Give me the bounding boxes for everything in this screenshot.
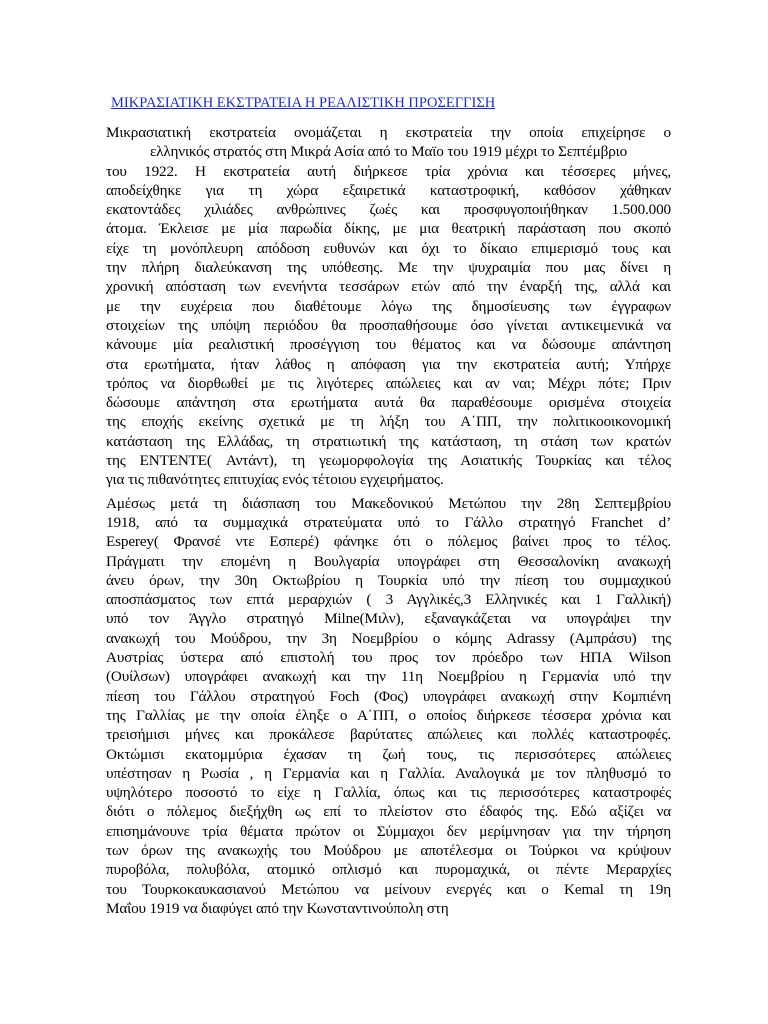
text-line: με την ευχέρεια που διαθέτουμε λόγω της δημοσίευσης των έγγραφων [106, 297, 671, 315]
text-line: της Γαλλίας με την οποία έληξε ο Α΄ΠΠ, ο οποίος διήρκεσε τέσσερα χρόνια και [106, 706, 671, 724]
text-line: για τις πιθανότητες επιτυχίας ενός τέτοιου εγχειρήματος. [106, 471, 444, 489]
text-line: τρόπος να διορθωθεί με τις λιγότερες απώλειες και αν ναι; Μέχρι πότε; Πριν [106, 374, 671, 392]
text-line: του Τουρκοκαυκασιανού Μετώπου να μείνουν ενεργές και ο Kemal τη 19η [106, 880, 671, 898]
text-line: της εποχής εκείνης σχετικά με τη λήξη του Α΄ΠΠ, την πολιτικοοικονομική [106, 413, 671, 431]
text-line: Αμέσως μετά τη διάσπαση του Μακεδονικού Μετώπου την 28η Σεπτεμβρίου [106, 494, 671, 512]
text-line: την πλήρη διαλεύκανση της υπόθεσης. Με την ψυχραιμία που μας δίνει η [106, 259, 671, 277]
text-line: υπέστησαν η Ρωσία , η Γερμανία και η Γαλλία. Αναλογικά με τον πληθυσμό το [106, 764, 671, 782]
text-line: κάνουμε μία ρεαλιστική προσέγγιση του θέματος και να δώσουμε απάντηση [106, 336, 671, 354]
text-line: χρονική απόσταση των ενενήντα τεσσάρων ετών από την έναρξή της, αλλά και [106, 278, 671, 296]
text-line: αποσπάσματος των επτά μεραρχιών ( 3 Αγγλικές,3 Ελληνικές και 1 Γαλλική) [106, 591, 671, 609]
text-line: επισημάνουνε τρία θέματα πρώτον οι Σύμμαχοι δεν μερίμνησαν για την τήρηση [106, 822, 671, 840]
text-line: ελληνικός στρατός στη Μικρά Ασία από το Μαϊο του 1919 μέχρι το Σεπτέμβριο [149, 143, 628, 161]
text-line: πυροβόλα, πολυβόλα, ατομικό οπλισμό και πυρομαχικά, οι πέντε Μεραρχίες [106, 861, 671, 879]
text-line: Μαΐου 1919 να διαφύγει από την Κωνσταντινούπολη στη [106, 899, 449, 917]
text-line: τρεισήμισι μήνες και προκάλεσε βαρύτατες απώλειες και πολλές καταστροφές. [106, 726, 671, 744]
text-line: υπό τον Άγγλο στρατηγό Milne(Μιλν), εξαναγκάζεται να υπογράψει την [106, 610, 671, 628]
text-line: κατάσταση της Ελλάδας, τη στρατιωτική της κατάσταση, τη στάση των κρατών [106, 432, 671, 450]
text-line: δώσουμε απάντηση στα ερωτήματα αυτά θα παραθέσουμε ορισμένα στοιχεία [106, 394, 671, 412]
text-line: Μικρασιατική εκστρατεία ονομάζεται η εκστρατεία την οποία επιχείρησε ο [106, 124, 671, 141]
text-line: εκατοντάδες χιλιάδες ανθρώπινες ζωές και προσφυγοποιήθηκαν 1.500.000 [106, 201, 671, 219]
text-line: ανακωχή του Μούδρου, την 3η Νοεμβρίου ο κόμης Adrassy (Αμπράσυ) της [106, 629, 671, 647]
text-line: πίεση του Γάλλου στρατηγού Foch (Φος) υπογράφει ανακωχή στην Κομπιένη [106, 687, 671, 705]
text-line: του 1922. Η εκστρατεία αυτή διήρκεσε τρία χρόνια και τέσσερες μήνες, [106, 162, 671, 180]
text-line: των όρων της ανακωχής του Μούδρου με αποτέλεσμα οι Τούρκοι να κρύψουν [106, 841, 671, 859]
document-page [106, 93, 671, 922]
text-line: στα ερωτήματα, ήταν λάθος η απόφαση για την εκστρατεία αυτή; Υπήρχε [106, 355, 671, 373]
text-line: Esperey( Φρανσέ ντε Εσπερέ) φάνηκε ότι ο πόλεμος βαίνει προς το τέλος. [106, 533, 671, 551]
text-line: Οκτώμισι εκατομμύρια έχασαν τη ζωή τους, τις περισσότερες απώλειες [106, 745, 671, 763]
text-line: είχε τη μονόπλευρη απόδοση ευθυνών και όχι το δίκαιο επιμερισμό τους και [106, 239, 671, 257]
text-line: άτομα. Έκλεισε με μία παρωδία δίκης, με μια θεατρική παράσταση που σκοπό [106, 220, 671, 238]
text-line: Πράγματι την επομένη η Βουλγαρία υπογράφει στη Θεσσαλονίκη ανακωχή [106, 552, 671, 570]
document-title: ΜΙΚΡΑΣΙΑΤΙΚΗ ΕΚΣΤΡΑΤΕΙΑ Η ΡΕΑΛΙΣΤΙΚΗ ΠΡΟΣΕΓΓΙΣΗ [111, 95, 496, 111]
paragraph-2 [106, 494, 671, 919]
text-line: στοιχείων της υπόψη περιόδου θα προσπαθήσουμε όσο γίνεται αντικειμενικά να [106, 316, 671, 334]
text-line: διότι ο πόλεμος διεξήχθη ως επί το πλείστον στο έδαφός της. Εδώ αξίζει να [106, 803, 671, 821]
text-line: της ENTENTE( Αντάντ), τη γεωμορφολογία της Ασιατικής Τουρκίας και τέλος [106, 452, 671, 470]
paragraph-1 [106, 123, 671, 490]
text-line: Αυστρίας ύστερα από επιστολή του προς τον πρόεδρο των ΗΠΑ Wilson [106, 649, 671, 667]
text-line: (Ουίλσων) υπογράφει ανακωχή και την 11η Νοεμβρίου η Γερμανία υπό την [106, 668, 671, 686]
text-line: 1918, από τα συμμαχικά στρατεύματα υπό το Γάλλο στρατηγό Franchet d’ [106, 513, 671, 531]
text-line: αποδείχθηκε για τη χώρα εξαιρετικά καταστροφική, καθόσον χάθηκαν [106, 181, 671, 199]
text-line: υψηλότερο ποσοστό το είχε η Γαλλία, όπως και τις περισσότερες καταστροφές [106, 784, 671, 802]
text-line: άνευ όρων, την 30η Οκτωβρίου η Τουρκία υπό την πίεση του συμμαχικού [106, 571, 671, 589]
